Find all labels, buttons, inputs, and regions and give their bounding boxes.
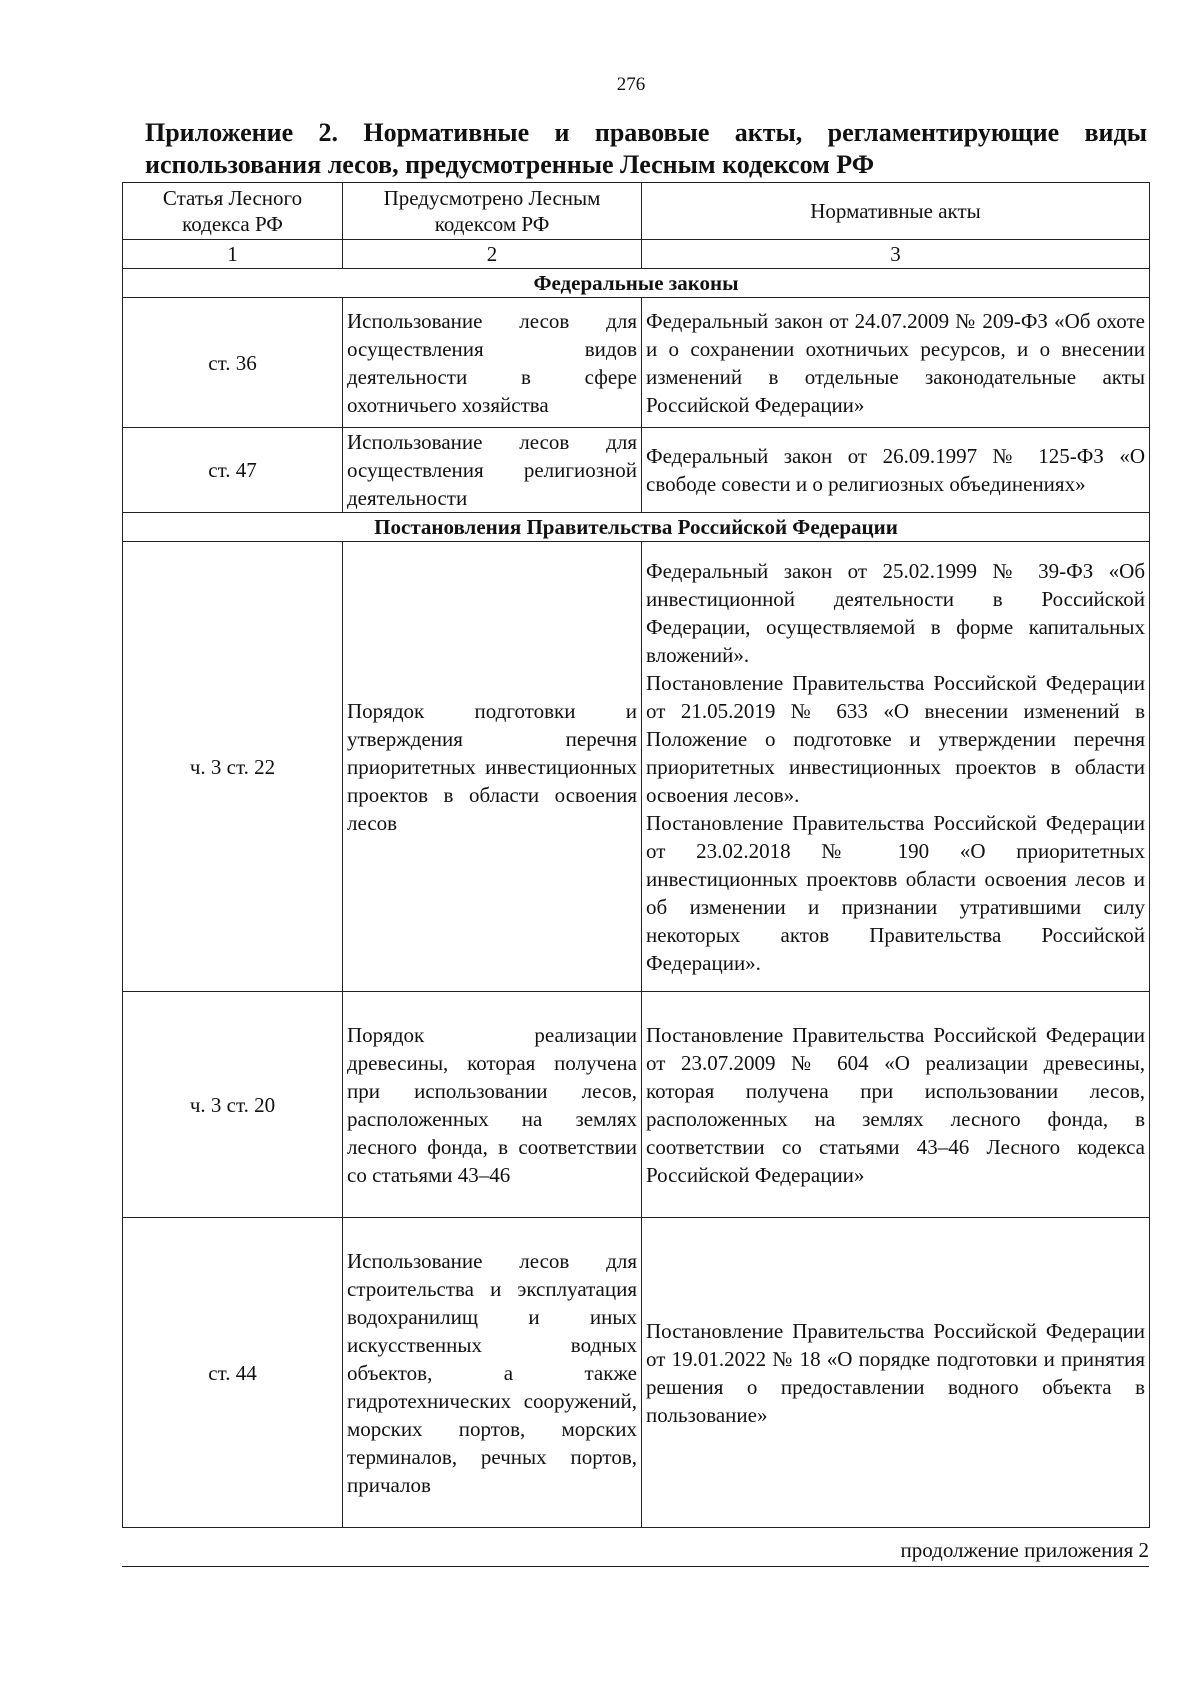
acts-cell (642, 992, 1150, 1218)
act-text: Постановление Правительства Российской Федерации от 19.01.2022 № 18 «О порядке подготовки и принятия решения о предоставлении водного объекта в пользование» (646, 1318, 1145, 1427)
regulatory-acts-table (122, 182, 1150, 1528)
table-row (123, 992, 1150, 1218)
act-text: Федеральный закон от 25.02.1999 № 39-ФЗ «Об инвестиционной деятельности в Российской Федерации, осуществляемой в форме капитальных вложений». (646, 558, 1145, 667)
provided-cell: Использование лесов для осуществления религиозной деятельности (343, 428, 642, 513)
article-cell: ч. 3 ст. 20 (123, 992, 343, 1218)
provided-cell: Порядок подготовки и утверждения перечня приоритетных инвестиционных проектов в области освоения лесов (343, 542, 642, 992)
act-text: Федеральный закон от 24.07.2009 № 209-ФЗ «Об охоте и о сохранении охотничьих ресурсов, и о внесении изменений в отдельные законодательные акты Российской Федерации» (646, 308, 1145, 417)
act-text: Постановление Правительства Российской Федерации от 23.02.2018 № 190 «О приоритетных инвестиционных проектовв области освоения лесов и об изменении и признании утратившими силу некоторых актов Правительства Российской Федерации». (646, 810, 1145, 975)
table-row (123, 298, 1150, 428)
column-header-acts: Нормативные акты (642, 183, 1150, 240)
provided-cell: Использование лесов для строительства и эксплуатация водохранилищ и иных искусственных водных объектов, а также гидротехнических сооружений, морских портов, морских терминалов, речных портов, причалов (343, 1218, 642, 1528)
article-cell: ст. 44 (123, 1218, 343, 1528)
act-text: Постановление Правительства Российской Федерации от 21.05.2019 № 633 «О внесении изменений в Положение о подготовке и утверждении перечня приоритетных инвестиционных проектов в области освоения лесов». (646, 670, 1145, 807)
section-row (123, 269, 1150, 298)
act-text: Постановление Правительства Российской Федерации от 23.07.2009 № 604 «О реализации древесины, которая получена при использовании лесов, расположенных на землях лесного фонда, в соответствии со статьями 43–46 Лесного кодекса Российской Федерации» (646, 1022, 1145, 1187)
column-number: 3 (642, 240, 1150, 269)
column-header-article: Статья Лесного кодекса РФ (123, 183, 343, 240)
continuation-note: продолжение приложения 2 (122, 1536, 1149, 1567)
column-numbers-row (123, 240, 1150, 269)
acts-cell (642, 298, 1150, 428)
table-row (123, 1218, 1150, 1528)
provided-cell: Использование лесов для осуществления видов деятельности в сфере охотничьего хозяйства (343, 298, 642, 428)
article-cell: ст. 47 (123, 428, 343, 513)
acts-cell (642, 1218, 1150, 1528)
section-row (123, 513, 1150, 542)
provided-cell: Порядок реализации древесины, которая получена при использовании лесов, расположенных на землях лесного фонда, в соответствии со статьями 43–46 (343, 992, 642, 1218)
article-cell: ч. 3 ст. 22 (123, 542, 343, 992)
acts-cell (642, 542, 1150, 992)
acts-cell (642, 428, 1150, 513)
page-title: Приложение 2. Нормативные и правовые акты, регламентирующие виды использования лесов, предусмотренные Лесным кодексом РФ (145, 118, 1147, 179)
section-title-federal-laws: Федеральные законы (123, 269, 1150, 298)
article-cell: ст. 36 (123, 298, 343, 428)
page-number: 276 (616, 74, 646, 95)
column-header-provided: Предусмотрено Лесным кодексом РФ (343, 183, 642, 240)
table-row (123, 428, 1150, 513)
table-header-row (123, 183, 1150, 240)
section-title-government-decrees: Постановления Правительства Российской Федерации (123, 513, 1150, 542)
table-row (123, 542, 1150, 992)
act-text: Федеральный закон от 26.09.1997 № 125-ФЗ «О свободе совести и о религиозных объединениях» (646, 444, 1145, 496)
column-number: 2 (343, 240, 642, 269)
column-number: 1 (123, 240, 343, 269)
